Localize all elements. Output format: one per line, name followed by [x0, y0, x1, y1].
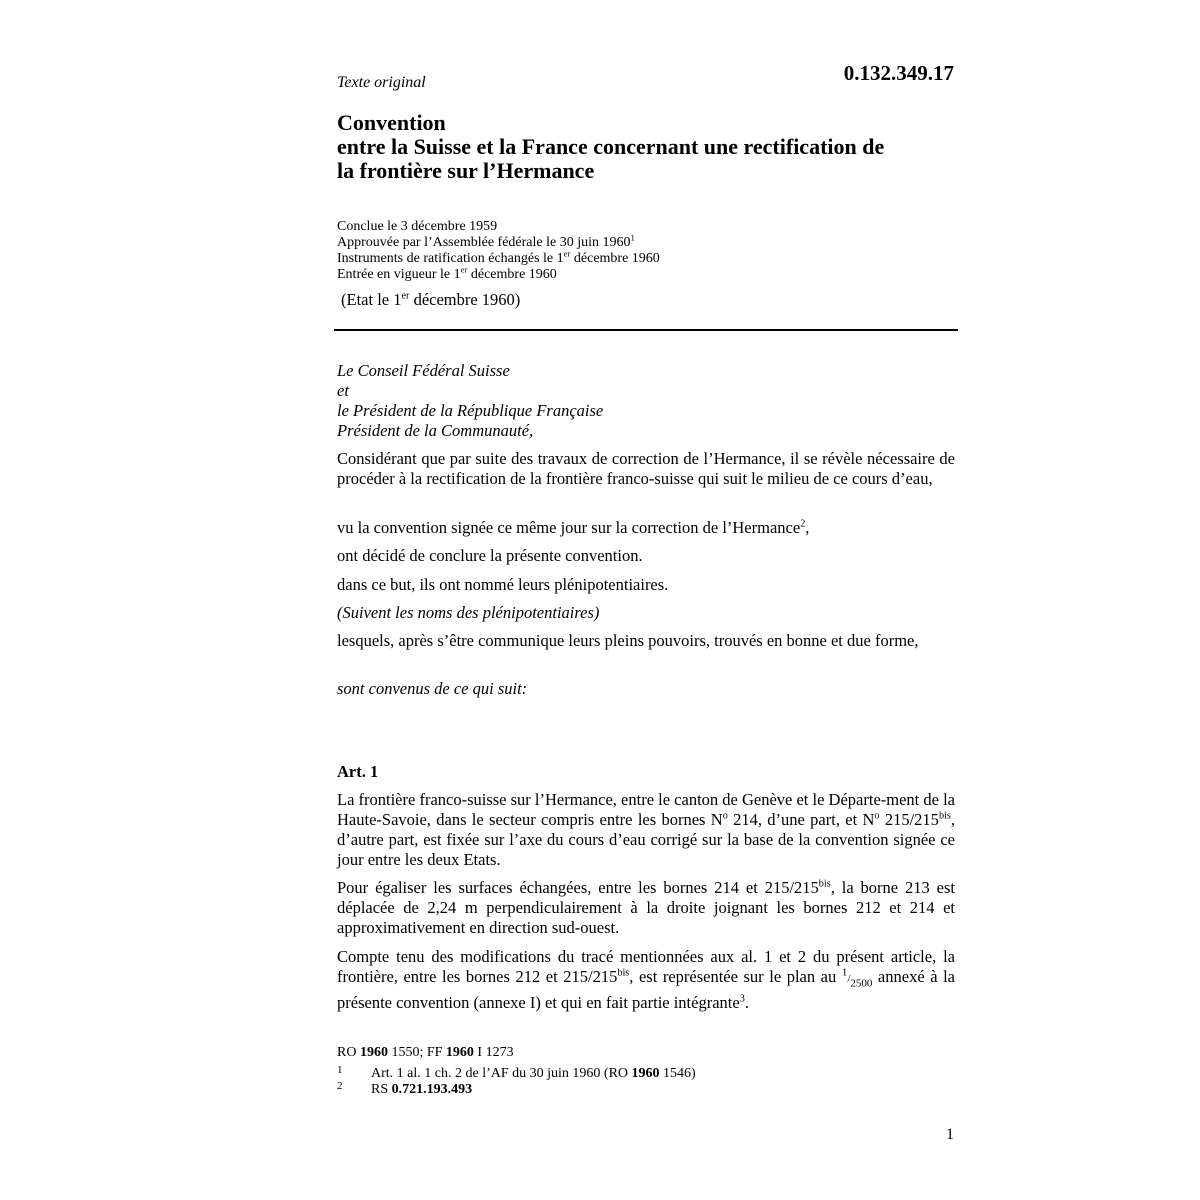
src-b: 1960	[359, 1045, 388, 1060]
party-french-president: le Président de la République Française	[337, 401, 604, 420]
footnote-2-number: 2	[337, 1080, 343, 1092]
footnote-ref-2[interactable]: 2	[800, 518, 806, 530]
footnote-1-number: 1	[337, 1064, 343, 1076]
fn2-a: RS	[371, 1082, 392, 1097]
a1p2-text-b: , la borne 213 est déplacée de 2,24 m perpendiculairement à la droite joignant les bornes 212 et 214 et approximativement en direction sud-ouest.	[337, 878, 955, 937]
fn1-b: 1960	[631, 1066, 660, 1081]
given-end: ,	[805, 518, 810, 537]
article-1-paragraph-1	[337, 790, 955, 870]
party-community-president: Président de la Communauté,	[337, 421, 534, 440]
header-divider	[334, 329, 958, 331]
scale-denominator: 2500	[850, 977, 873, 990]
ratification-sup: er	[563, 248, 571, 259]
page-title	[337, 111, 957, 183]
party-swiss-council: Le Conseil Fédéral Suisse	[337, 361, 510, 380]
a1p1-text-a: La frontière franco-suisse sur l’Hermance, entre le canton de Genève et le Départe-ment de la Haute-Savoie, dans le secteur compris entre les bornes N	[337, 790, 955, 829]
party-and: et	[337, 381, 349, 400]
a1p3-text-c: annexé à la présente convention (annexe I) et qui en fait partie intégrante	[337, 967, 956, 1013]
preamble-given	[337, 518, 955, 538]
a1p3-text-b: , est représentée sur le plan au	[629, 967, 842, 986]
src-c: 1550; FF	[387, 1045, 446, 1060]
given-text: vu la convention signée ce même jour sur la correction de l’Hermance	[337, 518, 801, 537]
preamble-decided: ont décidé de conclure la présente convention.	[337, 546, 643, 565]
src-d: 1960	[445, 1045, 474, 1060]
src-e: I 1273	[473, 1045, 514, 1060]
state-text: (Etat le 1	[341, 290, 402, 309]
page-number: 1	[946, 1126, 954, 1143]
title-line-1: Convention	[337, 110, 446, 135]
ratification-date: décembre 1960	[570, 251, 660, 266]
fn1-c: 1546)	[659, 1066, 696, 1081]
entry-date: décembre 1960	[467, 267, 557, 282]
preamble-powers: lesquels, après s’être communique leurs pleins pouvoirs, trouvés en bonne et due forme,	[337, 631, 919, 650]
article-1-heading: Art. 1	[337, 762, 379, 781]
footnote-ref-3[interactable]: 3	[739, 993, 745, 1005]
sr-number: 0.132.349.17	[843, 61, 954, 85]
preamble-names: (Suivent les noms des plénipotentiaires)	[337, 603, 600, 622]
scale-numerator: 1	[841, 966, 848, 979]
conclusion-date: Conclue le 3 décembre 1959	[337, 219, 498, 234]
entry-sup: er	[460, 264, 468, 275]
article-1-paragraph-3: Compte tenu des modifications du tracé mentionnées aux al. 1 et 2 du présent article, la frontière, entre les bornes 212 et $215/215^{bis}$, est représentée sur le plan au $^1/_{2500}$ annexé à la présente convention (annexe I) et qui en fait partie intégrante$^3$.	[337, 947, 956, 1013]
preamble-purpose: dans ce but, ils ont nommé leurs plénipotentiaires.	[337, 575, 669, 594]
preamble-agreed: sont convenus de ce qui suit:	[337, 679, 528, 698]
state-sup: er	[401, 290, 410, 302]
a1p3-text-d: .	[744, 993, 749, 1013]
a1p1-no-sup-1: o	[722, 810, 728, 822]
title-line-2: entre la Suisse et la France concernant une rectification de	[337, 134, 885, 159]
ratification-line	[337, 248, 660, 267]
article-1-paragraph-2	[337, 878, 955, 938]
a1p1-no-sup-2: o	[874, 810, 880, 822]
preamble-considering: Considérant que par suite des travaux de correction de l’Hermance, il se révèle nécessaire de procéder à la rectification de la frontière franco-suisse qui suit le milieu de ce cours d’eau,	[337, 449, 955, 488]
original-text-label: Texte original	[337, 74, 426, 91]
source-reference	[337, 1045, 514, 1061]
a1p3-text-a: Compte tenu des modifications du tracé mentionnées aux al. 1 et 2 du présent article, la frontière, entre les bornes 212 et 215/215	[337, 947, 955, 986]
a1p1-text-b: 214, d’une part, et N	[727, 810, 875, 829]
a1p1-bis: bis	[938, 810, 951, 822]
footnote-ref-1[interactable]: 1	[630, 232, 635, 243]
ratification-text: Instruments de ratification échangés le 1	[337, 251, 564, 266]
entry-into-force-line	[337, 264, 557, 283]
approval-line	[337, 232, 635, 251]
a1p2-bis: bis	[818, 878, 831, 890]
approval-text: Approuvée par l’Assemblée fédérale le 30 juin 1960	[337, 235, 631, 250]
a1p1-text-d: , d’autre part, est fixée sur l’axe du cours d’eau corrigé sur la base de la convention signée ce jour entre les deux Etats.	[337, 810, 955, 869]
fn1-a: Art. 1 al. 1 ch. 2 de l’AF du 30 juin 1960 (RO	[371, 1066, 632, 1081]
a1p3-bis: bis	[617, 967, 630, 979]
a1p1-text-c: 215/215	[879, 810, 939, 829]
src-a: RO	[337, 1045, 360, 1060]
footnote-1	[371, 1066, 696, 1082]
entry-text: Entrée en vigueur le 1	[337, 267, 461, 282]
footnote-2	[371, 1082, 472, 1098]
state-date-text: décembre 1960)	[409, 290, 521, 309]
fn2-b: 0.721.193.493	[391, 1082, 473, 1097]
title-line-3: la frontière sur l’Hermance	[337, 158, 595, 183]
state-date	[341, 290, 520, 310]
a1p2-text-a: Pour égaliser les surfaces échangées, entre les bornes 214 et 215/215	[337, 878, 819, 897]
preamble-parties	[337, 361, 603, 441]
